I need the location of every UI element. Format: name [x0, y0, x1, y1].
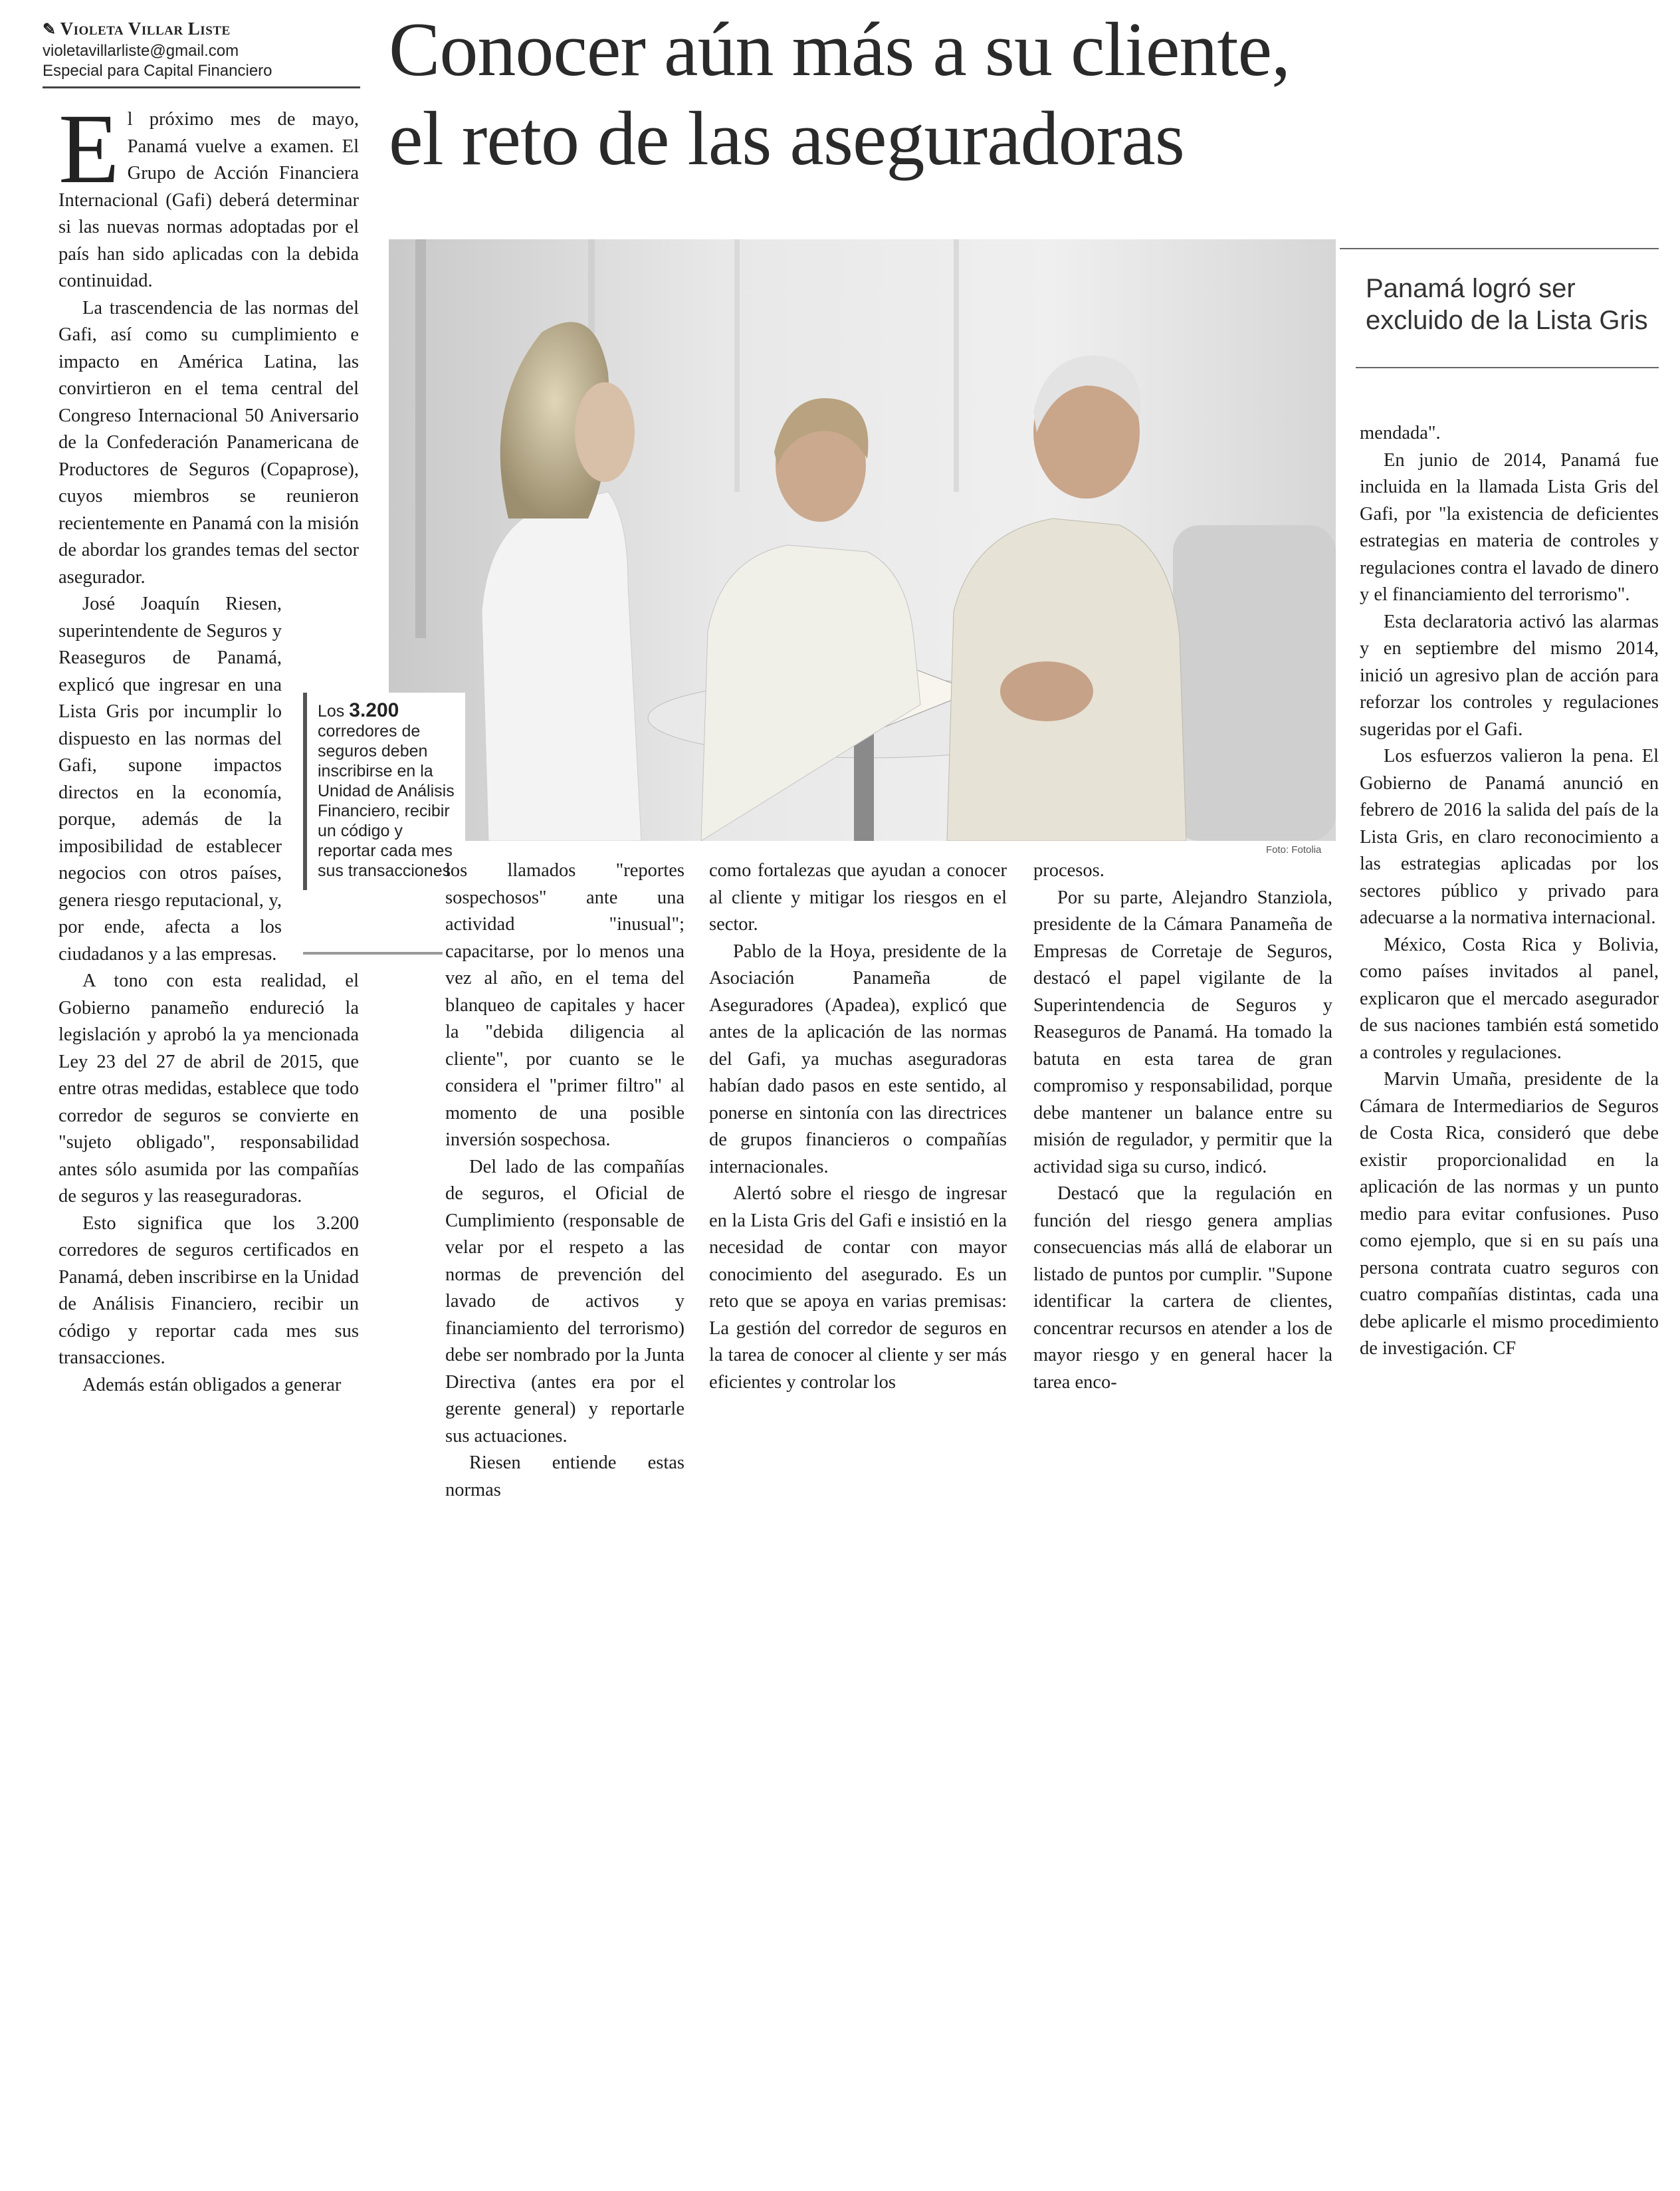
sidebar-number: 3.200: [349, 699, 399, 721]
paragraph: Del lado de las compañías de seguros, el Oficial de Cumplimiento (responsable de velar por el respeto a las normas de prevención del lavado de activos y financiamiento del terrorismo) debe ser nombrado por la Junta Directiva (antes era por el gerente general) y reportarle sus actuaciones.: [445, 1156, 684, 1446]
article-column-5: [1360, 420, 1659, 1363]
subhead-line-1: Panamá logró ser: [1366, 274, 1576, 303]
paragraph: Los esfuerzos valieron la pena. El Gobierno de Panamá anunció en febrero de 2016 la salida del país de la Lista Gris, en claro reconocimiento a las estrategias aplicadas por los sectores público y privado para adecuarse a la normativa internacional.: [1360, 746, 1659, 928]
article-column-4: [1033, 858, 1332, 1396]
sidebar-text: corredores de seguros deben inscribirse en la Unidad de Análisis Financiero, recibir un código y reportar cada mes sus transacciones: [318, 722, 455, 880]
paragraph: A tono con esta realidad, el Gobierno panameño endureció la legislación y aprobó la ya mencionada Ley 23 del 27 de abril de 2015, que entre otras medidas, establece que todo corredor de seguros se convierte en "sujeto obligado", responsabilidad antes sólo asumida por las compañías de seguros y las reaseguradoras.: [58, 971, 359, 1207]
paragraph: El próximo mes de mayo, Panamá vuelve a examen. El Grupo de Acción Financiera Internacional (Gafi) deberá determinar si las nuevas normas adoptadas por el país han sido aplicadas con la debida continuidad.: [58, 94, 359, 291]
headline-line-1: Conocer aún más a su cliente,: [389, 7, 1291, 92]
author-email: violetavillarliste@gmail.com: [43, 42, 239, 60]
paragraph: Además están obligados a generar: [82, 1374, 342, 1395]
headline: [389, 5, 1465, 183]
meeting-photo-illustration: [389, 239, 1336, 841]
paragraph: mendada".: [1360, 423, 1441, 443]
article-column-3: [709, 858, 1007, 1396]
subhead: [1366, 273, 1658, 336]
paragraph: Esta declaratoria activó las alarmas y en septiembre del mismo 2014, inició un agresivo plan de acción para reforzar los controles y regulaciones sugeridas por el Gafi.: [1360, 611, 1659, 740]
paragraph: procesos.: [1033, 860, 1104, 881]
paragraph: Marvin Umaña, presidente de la Cámara de Intermediarios de Seguros de Costa Rica, consideró que debe existir proporcionalidad en la aplicación de las normas y un punto medio para evitar confusiones. Puso como ejemplo, que si en su país una persona contrata cuatro seguros con cuatro compañías distintas, cada una debe aplicarle el mismo procedimiento de investigación. CF: [1360, 1069, 1659, 1359]
paragraph: Destacó que la regulación en función del riesgo genera amplias consecuencias más allá de elaborar un listado de puntos por cumplir. "Supone identificar la cartera de clientes, concentrar recursos en atender a los de mayor riesgo y en general hacer la tarea enco-: [1033, 1183, 1332, 1393]
byline-note: Especial para Capital Financiero: [43, 62, 272, 80]
paragraph: Riesen entiende estas normas: [445, 1452, 684, 1500]
paragraph: José Joaquín Riesen, superintendente de Seguros y Reaseguros de Panamá, explicó que ingresar en una Lista Gris por incumplir lo dispuesto en las normas del Gafi, supone impactos directos en la economía, porque, además de la imposibilidad de establecer negocios con otros países, genera riesgo reputacional, y, por ende, afecta a los ciudadanos y a las empresas.: [58, 594, 282, 965]
sidebar-rule: [303, 952, 443, 955]
subhead-bottom-rule: [1356, 367, 1659, 368]
paragraph: En junio de 2014, Panamá fue incluida en la llamada Lista Gris del Gafi, por "la existencia de deficientes estrategias en materia de controles y regulaciones contra el lavado de dinero y el financiamiento del terrorismo".: [1360, 449, 1659, 605]
drop-cap: E: [58, 94, 120, 204]
paragraph: Pablo de la Hoya, presidente de la Asociación Panameña de Aseguradores (Apadea), explicó que antes de la aplicación de las normas del Gafi, ya muchas aseguradoras habían dado pasos en este sentido, al ponerse en sintonía con las directrices de grupos financieros o compañías internacionales.: [709, 941, 1007, 1177]
article-column-2: [445, 858, 684, 1504]
paragraph: Alertó sobre el riesgo de ingresar en la Lista Gris del Gafi e insistió en la necesidad de contar con mayor conocimiento del asegurado. Es un reto que se apoya en varias premisas: La gestión del corredor de seguros en la tarea de conocer al cliente y ser más eficientes y controlar los: [709, 1183, 1007, 1393]
author-name: ✎ Violeta Villar Liste: [43, 19, 231, 39]
byline-divider: [43, 86, 360, 88]
paragraph: Esto significa que los 3.200 corredores de seguros certificados en Panamá, deben inscribirse en la Unidad de Análisis Financiero, recibir un código y reportar cada mes sus transacciones.: [58, 1212, 359, 1368]
byline: [43, 19, 362, 80]
pen-icon: ✎: [43, 21, 56, 39]
paragraph: La trascendencia de las normas del Gafi, así como su cumplimiento e impacto en América Latina, las convirtieron en el tema central del Congreso Internacional 50 Aniversario de la Confederación Panamericana de Productores de Seguros (Copaprose), cuyos miembros se reunieron recientemente en Panamá con la misión de abordar los grandes temas del sector asegurador.: [58, 297, 359, 588]
subhead-top-rule: [1340, 248, 1659, 249]
article-photo: [389, 239, 1336, 841]
paragraph: como fortalezas que ayudan a conocer al cliente y mitigar los riesgos en el sector.: [709, 860, 1007, 935]
headline-line-2: el reto de las aseguradoras: [389, 96, 1184, 181]
sidebar-prefix: Los: [318, 702, 345, 721]
sidebar-callout: [303, 693, 465, 890]
subhead-line-2: excluido de la Lista Gris: [1366, 306, 1648, 335]
photo-credit: Foto: Fotolia: [1266, 844, 1322, 856]
paragraph: los llamados "reportes sospechosos" ante una actividad "inusual"; capacitarse, por lo menos una vez al año, en el tema del blanqueo de capitales y hacer la "debida diligencia al cliente", por cuanto se le considera el "primer filtro" al momento de una posible inversión sospechosa.: [445, 860, 684, 1150]
paragraph: Por su parte, Alejandro Stanziola, presidente de la Cámara Panameña de Empresas de Corretaje de Seguros, destacó el papel vigilante de la Superintendencia de Seguros y Reaseguros de Panamá. Ha tomado la batuta en esta tarea de gran compromiso y responsabilidad, porque debe mantener un balance entre su misión de regulador, y permitir que la actividad siga su curso, indicó.: [1033, 887, 1332, 1177]
paragraph: México, Costa Rica y Bolivia, como países invitados al panel, explicaron que el mercado asegurador de sus naciones también está sometido a controles y regulaciones.: [1360, 934, 1659, 1063]
